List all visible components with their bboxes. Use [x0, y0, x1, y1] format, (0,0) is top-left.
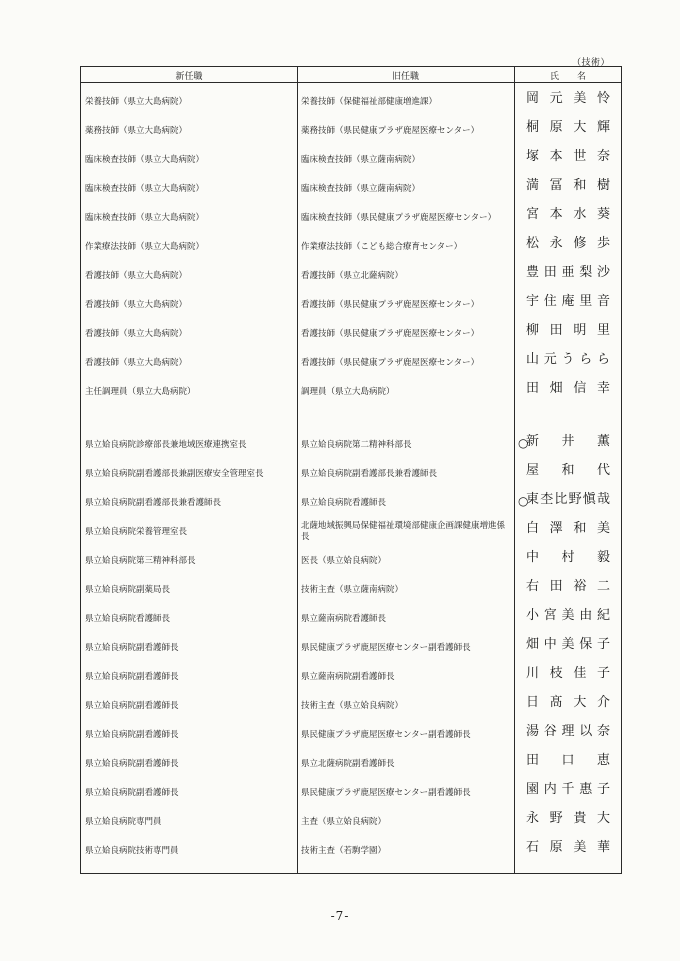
new-position: 県立姶良病院副看護師長 — [85, 701, 179, 711]
old-position: 技術主査（若駒学園） — [301, 846, 387, 856]
table-row — [81, 547, 621, 576]
new-appointment-mark: ○ — [518, 436, 529, 450]
person-name-text: 松永修歩 — [526, 236, 610, 251]
person-name — [514, 552, 622, 563]
new-position: 臨床検査技師（県立大島病院） — [85, 184, 205, 194]
table-row — [81, 721, 621, 750]
old-position: 看護技師（県民健康プラザ鹿屋医療センター） — [301, 329, 480, 339]
old-position: 県立姶良病院第二精神科部長 — [301, 440, 412, 450]
person-name — [514, 523, 622, 534]
person-name — [514, 492, 622, 508]
old-position: 県立姶良病院副看護部長兼看護師長 — [301, 469, 438, 479]
person-name — [514, 784, 622, 795]
person-name — [514, 209, 622, 220]
table-row — [81, 233, 621, 262]
person-name — [514, 581, 622, 592]
person-name — [514, 238, 622, 249]
table-row — [81, 431, 621, 460]
table-header — [81, 67, 621, 83]
new-position: 県立姶良病院副看護師長 — [85, 788, 179, 798]
table-row — [81, 663, 621, 692]
old-position: 医長（県立姶良病院） — [301, 556, 387, 566]
new-position: 県立姶良病院栄養管理室長 — [85, 527, 188, 537]
new-position: 作業療法技師（県立大島病院） — [85, 242, 205, 252]
person-name-text: 川枝佳子 — [526, 666, 610, 681]
old-position: 看護技師（県民健康プラザ鹿屋医療センター） — [301, 358, 480, 368]
table-row — [81, 378, 621, 407]
table-row — [81, 518, 621, 547]
old-position: 北薩地域振興局保健福祉環境部健康企画課健康増進係長 — [301, 521, 506, 542]
table-row — [81, 460, 621, 489]
table-row — [81, 262, 621, 291]
header-name: 氏名 — [549, 72, 604, 82]
new-position: 看護技師（県立大島病院） — [85, 300, 188, 310]
old-position: 県民健康プラザ鹿屋医療センター副看護師長 — [301, 788, 471, 798]
table-row — [81, 634, 621, 663]
person-name-text: 岡元美怜 — [526, 91, 610, 106]
person-name — [514, 755, 622, 766]
person-name-text: 田口恵 — [526, 753, 610, 768]
old-position: 技術主査（県立姶良病院） — [301, 701, 404, 711]
old-position: 臨床検査技師（県民健康プラザ鹿屋医療センター） — [301, 213, 497, 223]
person-name-text: 田畑信幸 — [526, 381, 610, 396]
table-row — [81, 692, 621, 721]
person-name — [514, 151, 622, 162]
person-name — [514, 383, 622, 394]
old-position: 看護技師（県民健康プラザ鹿屋医療センター） — [301, 300, 480, 310]
person-name — [514, 610, 622, 621]
person-name-text: 湯谷理以奈 — [526, 724, 610, 739]
person-name — [514, 267, 622, 278]
person-name — [514, 465, 622, 476]
personnel-table — [80, 66, 622, 874]
old-position: 県立薩南病院副看護師長 — [301, 672, 395, 682]
new-position: 県立姶良病院副看護師長 — [85, 730, 179, 740]
new-position: 県立姶良病院副看護師長 — [85, 643, 179, 653]
table-row — [81, 349, 621, 378]
person-name — [514, 180, 622, 191]
old-position: 作業療法技師（こども総合療育センター） — [301, 242, 463, 252]
old-position: 主査（県立姶良病院） — [301, 817, 387, 827]
person-name-text: 畑中美保子 — [526, 637, 610, 652]
person-name — [514, 639, 622, 650]
person-name-text: 豊田亜梨沙 — [526, 265, 610, 280]
person-name-text: 柳田明里 — [526, 323, 610, 338]
new-position: 県立姶良病院副看護部長兼副医療安全管理室長 — [85, 469, 264, 479]
table-row — [81, 808, 621, 837]
old-position: 県立北薩病院副看護師長 — [301, 759, 395, 769]
old-position: 県立薩南病院看護師長 — [301, 614, 387, 624]
table-row — [81, 146, 621, 175]
table-row — [81, 117, 621, 146]
new-position: 臨床検査技師（県立大島病院） — [85, 213, 205, 223]
table-row — [81, 779, 621, 808]
new-position: 県立姶良病院副看護部長兼看護師長 — [85, 498, 222, 508]
new-position: 県立姶良病院副看護師長 — [85, 672, 179, 682]
person-name-text: 塚本世奈 — [526, 149, 610, 164]
person-name-text: 宇住庵里音 — [526, 294, 610, 309]
old-position: 調理員（県立大島病院） — [301, 387, 395, 397]
old-position: 臨床検査技師（県立薩南病院） — [301, 184, 421, 194]
person-name — [514, 296, 622, 307]
new-appointment-mark: ○ — [518, 494, 529, 508]
person-name-text: 桐原大輝 — [526, 120, 610, 135]
table-row — [81, 320, 621, 349]
new-position: 県立姶良病院技術専門員 — [85, 846, 179, 856]
new-position: 看護技師（県立大島病院） — [85, 271, 188, 281]
new-position: 臨床検査技師（県立大島病院） — [85, 155, 205, 165]
person-name-text: 屋和代 — [526, 463, 610, 478]
new-position: 県立姶良病院看護師長 — [85, 614, 171, 624]
old-position: 技術主査（県立薩南病院） — [301, 585, 404, 595]
new-position: 看護技師（県立大島病院） — [85, 329, 188, 339]
table-row — [81, 204, 621, 233]
new-position: 県立姶良病院副薬局長 — [85, 585, 171, 595]
old-position: 看護技師（県立北薩病院） — [301, 271, 404, 281]
new-position: 主任調理員（県立大島病院） — [85, 387, 196, 397]
person-name-text: 東杢比野愼哉 — [526, 492, 610, 507]
old-position: 県民健康プラザ鹿屋医療センター副看護師長 — [301, 730, 471, 740]
old-position: 薬務技師（県民健康プラザ鹿屋医療センター） — [301, 126, 480, 136]
page-number: -7- — [330, 909, 350, 923]
person-name — [514, 842, 622, 853]
person-name — [514, 434, 622, 450]
table-row — [81, 605, 621, 634]
new-position: 県立姶良病院第三精神科部長 — [85, 556, 196, 566]
person-name-text: 園内千惠子 — [526, 782, 610, 797]
new-position: 看護技師（県立大島病院） — [85, 358, 188, 368]
person-name — [514, 354, 622, 365]
header-new-position: 新任職 — [175, 72, 203, 82]
table-row — [81, 489, 621, 518]
new-position: 県立姶良病院専門員 — [85, 817, 162, 827]
person-name-text: 日髙大介 — [526, 695, 610, 710]
person-name — [514, 697, 622, 708]
new-position: 薬務技師（県立大島病院） — [85, 126, 188, 136]
person-name-text: 満冨和樹 — [526, 178, 610, 193]
old-position: 県立姶良病院看護師長 — [301, 498, 387, 508]
table-row — [81, 576, 621, 605]
new-position: 県立姶良病院副看護師長 — [85, 759, 179, 769]
person-name-text: 小宮美由紀 — [526, 608, 610, 623]
person-name — [514, 93, 622, 104]
person-name — [514, 325, 622, 336]
table-row — [81, 88, 621, 117]
table-row — [81, 837, 621, 866]
table-row — [81, 175, 621, 204]
person-name — [514, 726, 622, 737]
person-name-text: 石原美華 — [526, 840, 610, 855]
person-name-text: 山元うらら — [526, 352, 610, 367]
new-position: 県立姶良病院診療部長兼地域医療連携室長 — [85, 440, 247, 450]
category-label: （技術） — [572, 58, 611, 68]
person-name-text: 宮本水葵 — [526, 207, 610, 222]
new-position: 栄養技師（県立大島病院） — [85, 97, 188, 107]
old-position: 臨床検査技師（県立薩南病院） — [301, 155, 421, 165]
table-row — [81, 291, 621, 320]
table-row — [81, 750, 621, 779]
person-name-text: 白澤和美 — [526, 521, 610, 536]
header-old-position: 旧任職 — [391, 72, 419, 82]
person-name-text: 永野貴大 — [526, 811, 610, 826]
person-name — [514, 122, 622, 133]
person-name-text: 中村毅 — [526, 550, 610, 565]
person-name-text: 右田裕二 — [526, 579, 610, 594]
person-name — [514, 668, 622, 679]
old-position: 栄養技師（保健福祉部健康増進課） — [301, 97, 438, 107]
person-name-text: 新井薫 — [526, 434, 610, 449]
person-name — [514, 813, 622, 824]
old-position: 県民健康プラザ鹿屋医療センター副看護師長 — [301, 643, 471, 653]
